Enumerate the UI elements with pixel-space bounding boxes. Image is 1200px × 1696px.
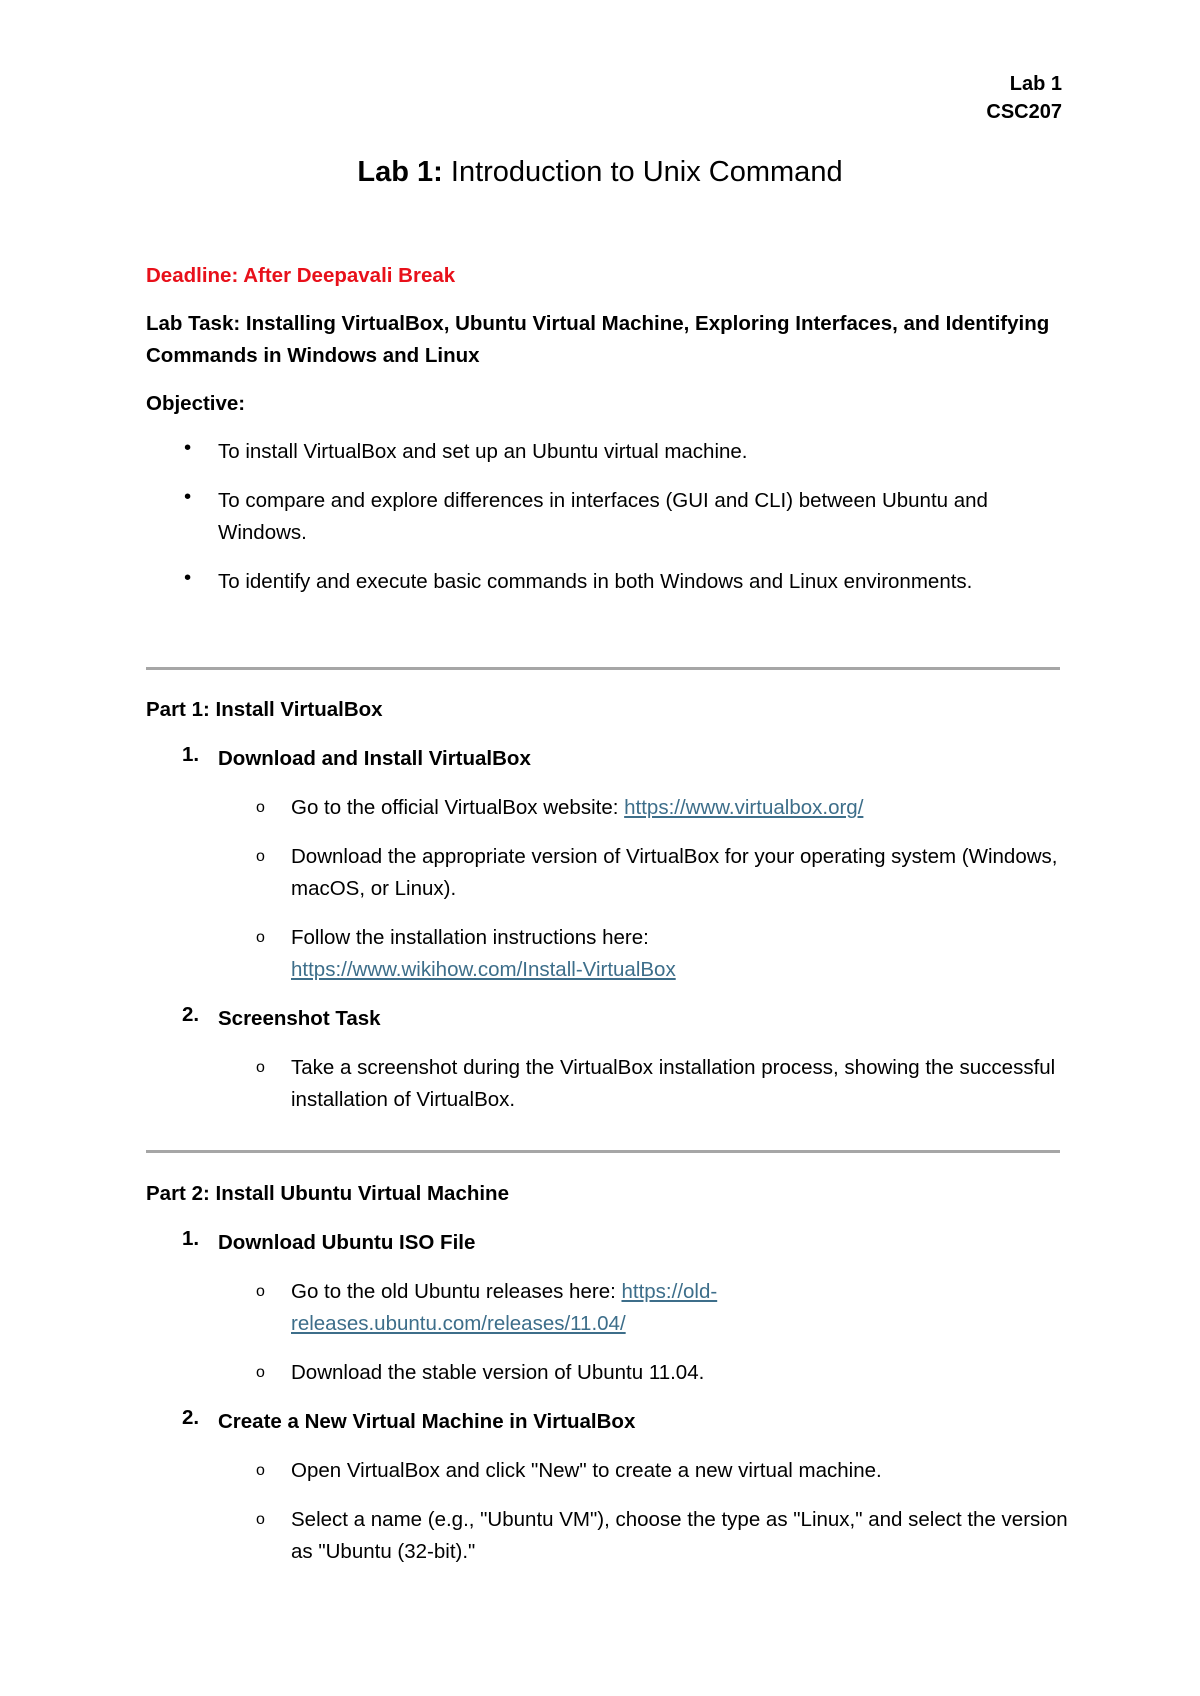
sub-bullet-icon: o [256,1364,265,1381]
part1-step2-item: Take a screenshot during the VirtualBox installation process, showing the successful installation of VirtualBox. [291,1056,1056,1111]
sub-bullet-icon: o [256,1462,265,1479]
part1-heading: Part 1: Install VirtualBox [146,698,383,721]
part2-step1-title: Download Ubuntu ISO File [218,1231,476,1254]
sub-bullet-icon: o [256,1283,265,1300]
part2-step2-item: Open VirtualBox and click "New" to create a new virtual machine. [291,1459,882,1482]
part2-step1-item [291,1276,1081,1340]
part1-step2-title: Screenshot Task [218,1007,381,1030]
wikihow-link[interactable]: https://www.wikihow.com/Install-VirtualBox [291,958,676,981]
bullet-icon: • [184,436,192,459]
part1-step1-item [291,792,1081,824]
objective-item: To install VirtualBox and set up an Ubuntu virtual machine. [218,440,748,463]
step-number: 2. [182,1003,200,1026]
part2-step2-title: Create a New Virtual Machine in VirtualBox [218,1410,636,1433]
sub-bullet-icon: o [256,799,265,816]
objective-heading: Objective: [146,392,246,415]
item-text: Go to the official VirtualBox website: [291,796,625,819]
section-divider [146,667,1060,670]
section-divider [146,1150,1060,1153]
step-number: 1. [182,1227,200,1250]
page-title [0,154,1200,190]
lab-task: Lab Task: Installing VirtualBox, Ubuntu Virtual Machine, Exploring Interfaces, and Identifying Commands in Windows and Linux [146,312,1050,367]
sub-bullet-icon: o [256,848,265,865]
part2-heading: Part 2: Install Ubuntu Virtual Machine [146,1182,509,1205]
objective-item: To identify and execute basic commands in both Windows and Linux environments. [218,570,973,593]
header-course: CSC207 [986,101,1062,123]
step-number: 2. [182,1406,200,1429]
step-number: 1. [182,743,200,766]
ubuntu-releases-link[interactable]: https://old- [621,1280,718,1303]
part1-step1-item [291,922,1081,986]
virtualbox-link[interactable]: https://www.virtualbox.org/ [624,796,864,819]
sub-bullet-icon: o [256,929,265,946]
ubuntu-releases-link-cont[interactable]: releases.ubuntu.com/releases/11.04/ [291,1312,626,1335]
bullet-icon: • [184,485,192,508]
part2-step1-item: Download the stable version of Ubuntu 11.04. [291,1361,705,1384]
objective-item: To compare and explore differences in interfaces (GUI and CLI) between Ubuntu and Windows. [218,489,988,544]
title-bold: Lab 1: [357,156,443,188]
part2-step2-item: Select a name (e.g., "Ubuntu VM"), choose the type as "Linux," and select the version as "Ubuntu (32-bit)." [291,1508,1068,1563]
bullet-icon: • [184,566,192,589]
title-rest: Introduction to Unix Command [442,156,843,188]
deadline: Deadline: After Deepavali Break [146,264,456,287]
item-text: Go to the old Ubuntu releases here: [291,1280,622,1303]
part1-step1-item: Download the appropriate version of VirtualBox for your operating system (Windows, macOS, or Linux). [291,845,1058,900]
page-header [986,70,1062,126]
sub-bullet-icon: o [256,1511,265,1528]
part1-step1-title: Download and Install VirtualBox [218,747,531,770]
sub-bullet-icon: o [256,1059,265,1076]
item-text: Follow the installation instructions here: [291,926,649,949]
header-lab: Lab 1 [1009,73,1062,95]
